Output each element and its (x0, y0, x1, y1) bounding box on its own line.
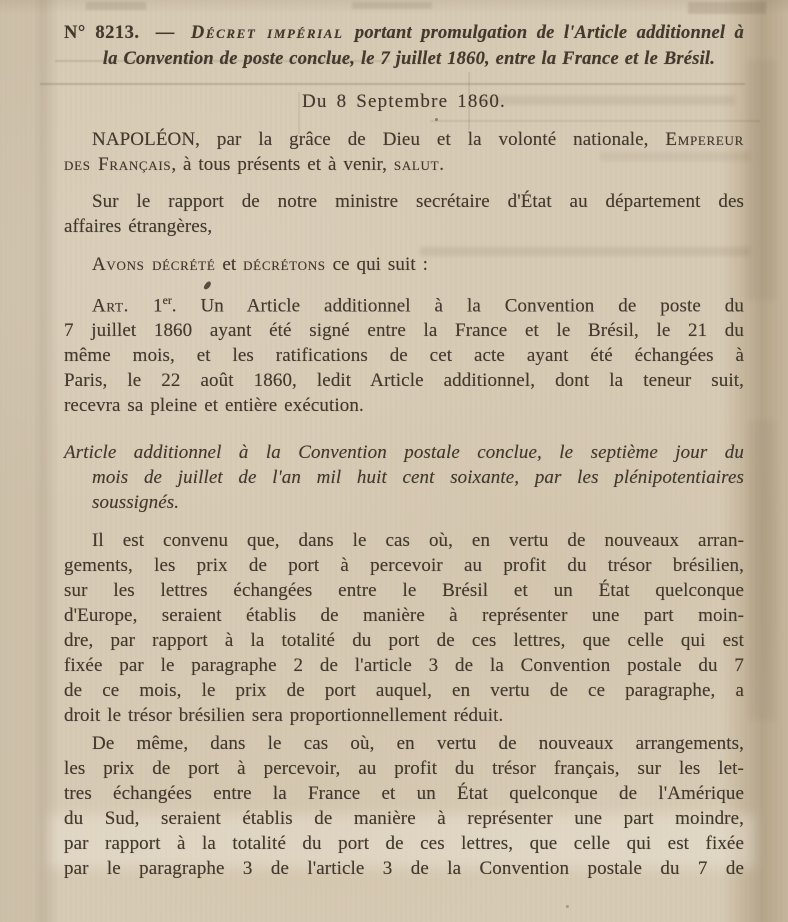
text-line: droit le trésor brésilien sera proportionnellement réduit. (64, 705, 504, 727)
text-line: mois de juillet de l'an mil huit cent soixante, par les plénipotentiaires (92, 467, 744, 489)
text-line: sur les lettres échangées entre le Brésil et un État quelconque (64, 580, 744, 602)
text-line: 7 juillet 1860 ayant été signé entre la France et le Brésil, le 21 du (64, 320, 744, 342)
text-line: De même, dans le cas où, en vertu de nouveaux arrangements, (92, 733, 744, 755)
text-line: recevra sa pleine et entière exécution. (64, 395, 364, 417)
text-line: affaires étrangères, (64, 216, 213, 237)
text-line: Art. 1er. Un Article additionnel à la Convention de poste du (92, 294, 744, 317)
text-line: Sur le rapport de notre ministre secrétaire d'État au département des (92, 191, 744, 212)
decree-header-line1 (64, 20, 744, 46)
ink-speck (566, 905, 569, 908)
decree-number: N° 8213. (64, 23, 140, 43)
decree-type: Décret impérial (190, 23, 344, 43)
text-line: gements, les prix de port à percevoir au profit du trésor brésilien, (64, 555, 744, 577)
decree-header (64, 20, 744, 72)
text-line: par rapport à la totalité du port de ces lettres, que celle qui est fixée (64, 833, 744, 855)
paragraph-clause-francaise (64, 731, 744, 881)
text-line: par le paragraphe 3 de l'article 3 de la Convention postale du 7 de (64, 858, 744, 880)
document-body (64, 127, 744, 881)
text-line: Article additionnel à la Convention postale conclue, le septième jour du (64, 442, 744, 464)
text-line: fixée par le paragraphe 2 de l'article 3 de la Convention postale du 7 (64, 655, 744, 677)
text-line: Paris, le 22 août 1860, ledit Article additionnel, dont la teneur suit, (64, 370, 744, 392)
paragraph-salutation (64, 127, 744, 177)
decree-title-rest: portant promulgation de l'Article additionnel à (354, 23, 744, 43)
text-line: Avons décrété et décrétons ce qui suit : (92, 254, 428, 275)
decree-date: Du 8 Septembre 1860. (302, 91, 506, 112)
text-line: les prix de port à percevoir, au profit du trésor français, sur les let- (64, 758, 744, 780)
text-line: Il est convenu que, dans le cas où, en vertu de nouveaux arran- (92, 530, 744, 552)
text-line: dre, par rapport à la totalité du port de ces lettres, que celle qui est (64, 630, 744, 652)
text-line: de ce mois, le prix de port auquel, en vertu de ce paragraphe, a (64, 680, 744, 702)
paragraph-formule-decret (64, 252, 744, 277)
text-line: du Sud, seraient établis de manière à représenter une part moindre, (64, 808, 744, 830)
decree-header-line2: la Convention de poste conclue, le 7 juillet 1860, entre la France et le Brésil. (102, 49, 716, 69)
text-line: NAPOLÉON, par la grâce de Dieu et la volonté nationale, Empereur (92, 129, 744, 150)
text-line: soussignés. (92, 492, 180, 514)
paragraph-article-additionnel-intitule (64, 440, 744, 515)
paragraph-article-1 (64, 288, 744, 418)
text-line: même mois, et les ratifications de cet acte ayant été échangées à (64, 345, 744, 367)
paragraph-clause-bresilienne (64, 528, 744, 728)
text-line: d'Europe, seraient établis de manière à représenter une part moin- (64, 605, 744, 627)
paragraph-rapport (64, 189, 744, 239)
text-line: des Français, à tous présents et à venir, salut. (64, 154, 445, 175)
header-dash: — (155, 23, 175, 43)
text-line: tres échangées entre la France et un État quelconque de l'Amérique (64, 783, 744, 805)
